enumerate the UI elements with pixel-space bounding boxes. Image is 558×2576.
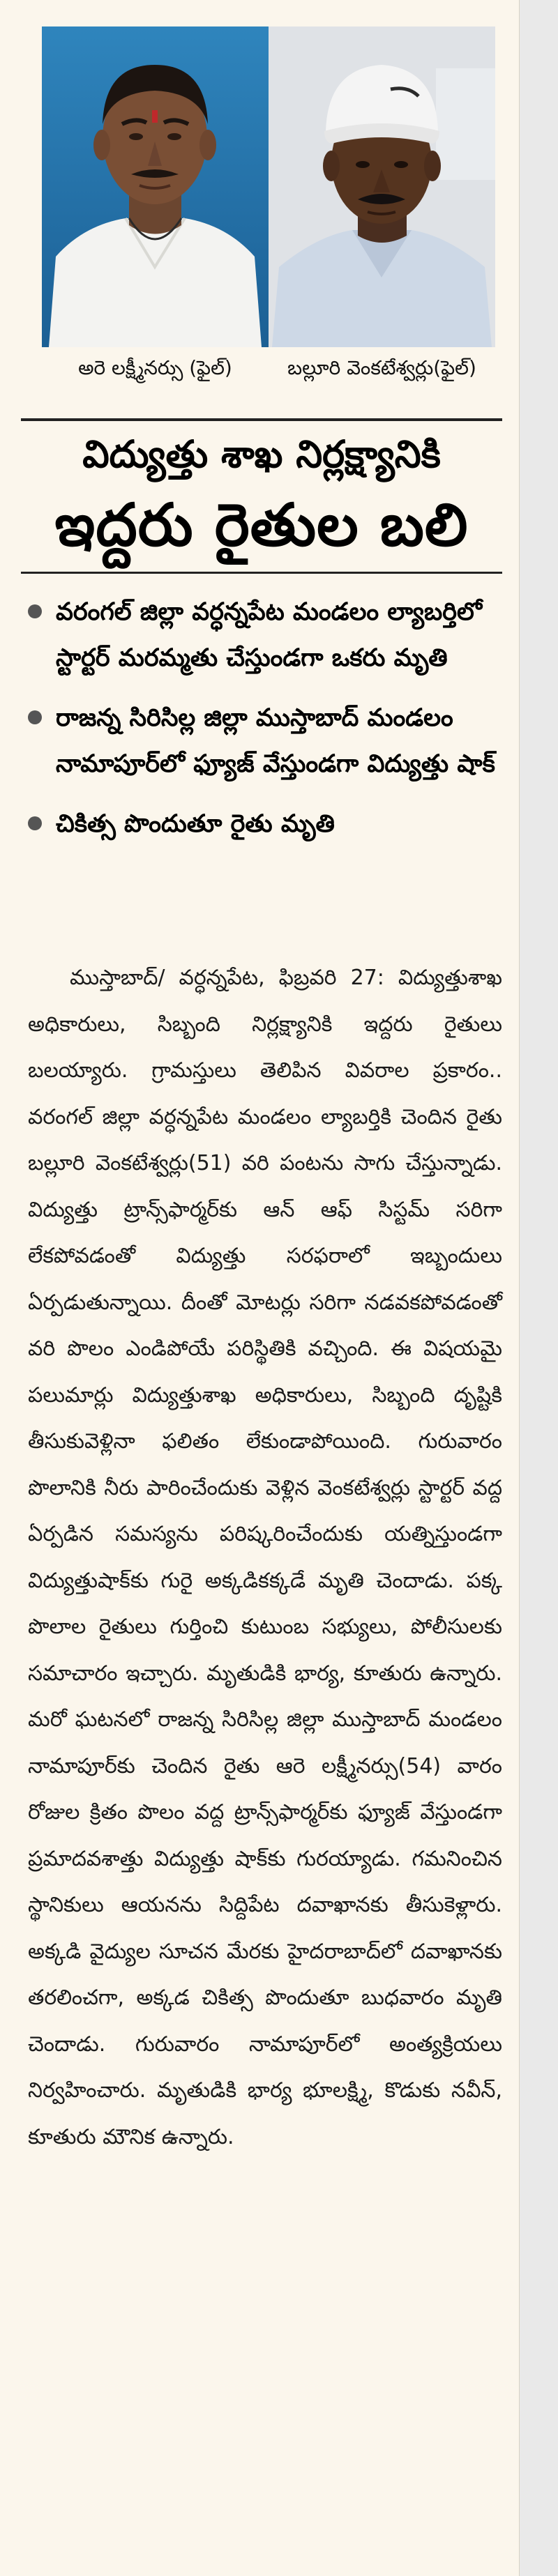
article-body: ముస్తాబాద్/ వర్ధన్నపేట, ఫిబ్రవరి 27: విద్యుత్తుశాఖ అధికారులు, సిబ్బంది నిర్లక్ష్యానికి ఇద్దరు రైతులు బలయ్యారు. గ్రామస్తులు తెలిపిన వివరాల ప్రకారం.. వరంగల్ జిల్లా వర్ధన్నపేట మండలం ల్యాబర్తికి చెందిన రైతు బల్లూరి వెంకటేశ్వర్లు(51) వరి పంటను సాగు చేస్తున్నాడు. విద్యుత్తు ట్రాన్స్‌ఫార్మర్‌కు ఆన్ ఆఫ్ సిస్టమ్ సరిగా లేకపోవడంతో విద్యుత్తు సరఫరాలో ఇబ్బందులు ఏర్పడుతున్నాయి. దీంతో మోటర్లు సరిగా నడవకపోవడంతో వరి పొలం ఎండిపోయే పరిస్థితికి వచ్చింది. ఈ విషయమై పలుమార్లు విద్యుత్తుశాఖ అధికారులు, సిబ్బంది దృష్టికి తీసుకువెళ్లినా ఫలితం లేకుండాపోయింది. గురువారం పొలానికి నీరు పారించేందుకు వెళ్లిన వెంకటేశ్వర్లు స్టార్టర్ వద్ద ఏర్పడిన సమస్యను పరిష్కరించేందుకు యత్నిస్తుండగా విద్యుత్తుషాక్‌కు గురై అక్కడికక్కడే మృతి చెందాడు. పక్క పొలాల రైతులు గుర్తించి కుటుంబ సభ్యులు, పోలీసులకు సమాచారం ఇచ్చారు. మృతుడికి భార్య, కూతురు ఉన్నారు. మరో ఘటనలో రాజన్న సిరిసిల్ల జిల్లా ముస్తాబాద్ మండలం నామాపూర్‌కు చెందిన రైతు ఆరె లక్ష్మీనర్సు(54) వారం రోజుల క్రితం పొలం వద్ద ట్రాన్స్‌ఫార్మర్‌కు ఫ్యూజ్ వేస్తుండగా ప్రమాదవశాత్తు విద్యుత్తు షాక్‌కు గురయ్యాడు. గమనించిన స్థానికులు ఆయనను సిద్దిపేట దవాఖానకు తీసుకెళ్లారు. అక్కడి వైద్యుల సూచన మేరకు హైదరాబాద్‌లో దవాఖానకు తరలించగా, అక్కడ చికిత్స పొందుతూ బుధవారం మృతి చెందాడు. గురువారం నామాపూర్‌లో అంత్యక్రియలు నిర్వహించారు. మృతుడికి భార్య భూలక్ష్మి, కొడుకు నవీన్, కూతురు మౌనిక ఉన్నారు. bbox=[28, 966, 502, 2149]
photo-caption-left: అరె లక్ష్మీనర్సు (ఫైల్) bbox=[78, 356, 232, 379]
headline-line-2: ఇద్దరు రైతుల బలి bbox=[54, 491, 469, 559]
portrait-left-image bbox=[42, 26, 269, 347]
headline-line-1: విద్యుత్తు శాఖ నిర్లక్ష్యానికి bbox=[82, 432, 441, 476]
portrait-right-image bbox=[269, 26, 495, 347]
photo-caption-right: బల్లూరి వెంకటేశ్వర్లు(ఫైల్) bbox=[287, 356, 476, 379]
bullet-dot-icon bbox=[28, 710, 42, 724]
summary-bullets bbox=[28, 589, 502, 861]
bullet-dot-icon bbox=[28, 816, 42, 830]
bullet-item bbox=[28, 695, 502, 787]
headline-bottom-rule bbox=[21, 572, 502, 574]
bullet-text: రాజన్న సిరిసిల్ల జిల్లా ముస్తాబాద్ మండలం నామాపూర్‌లో ఫ్యూజ్ వేస్తుండగా విద్యుత్తు షాక్ bbox=[56, 704, 495, 778]
portrait-photo-left bbox=[42, 26, 269, 347]
bullet-text: చికిత్స పొందుతూ రైతు మృతి bbox=[56, 810, 335, 838]
headline-top-rule bbox=[21, 418, 502, 421]
bullet-item bbox=[28, 801, 502, 847]
bullet-item bbox=[28, 589, 502, 681]
bullet-dot-icon bbox=[28, 604, 42, 618]
bullet-text: వరంగల్ జిల్లా వర్ధన్నపేట మండలం ల్యాబర్తిలో స్టార్టర్ మరమ్మతు చేస్తుండగా ఒకరు మృతి bbox=[56, 598, 483, 672]
portrait-photo-right bbox=[269, 26, 495, 347]
